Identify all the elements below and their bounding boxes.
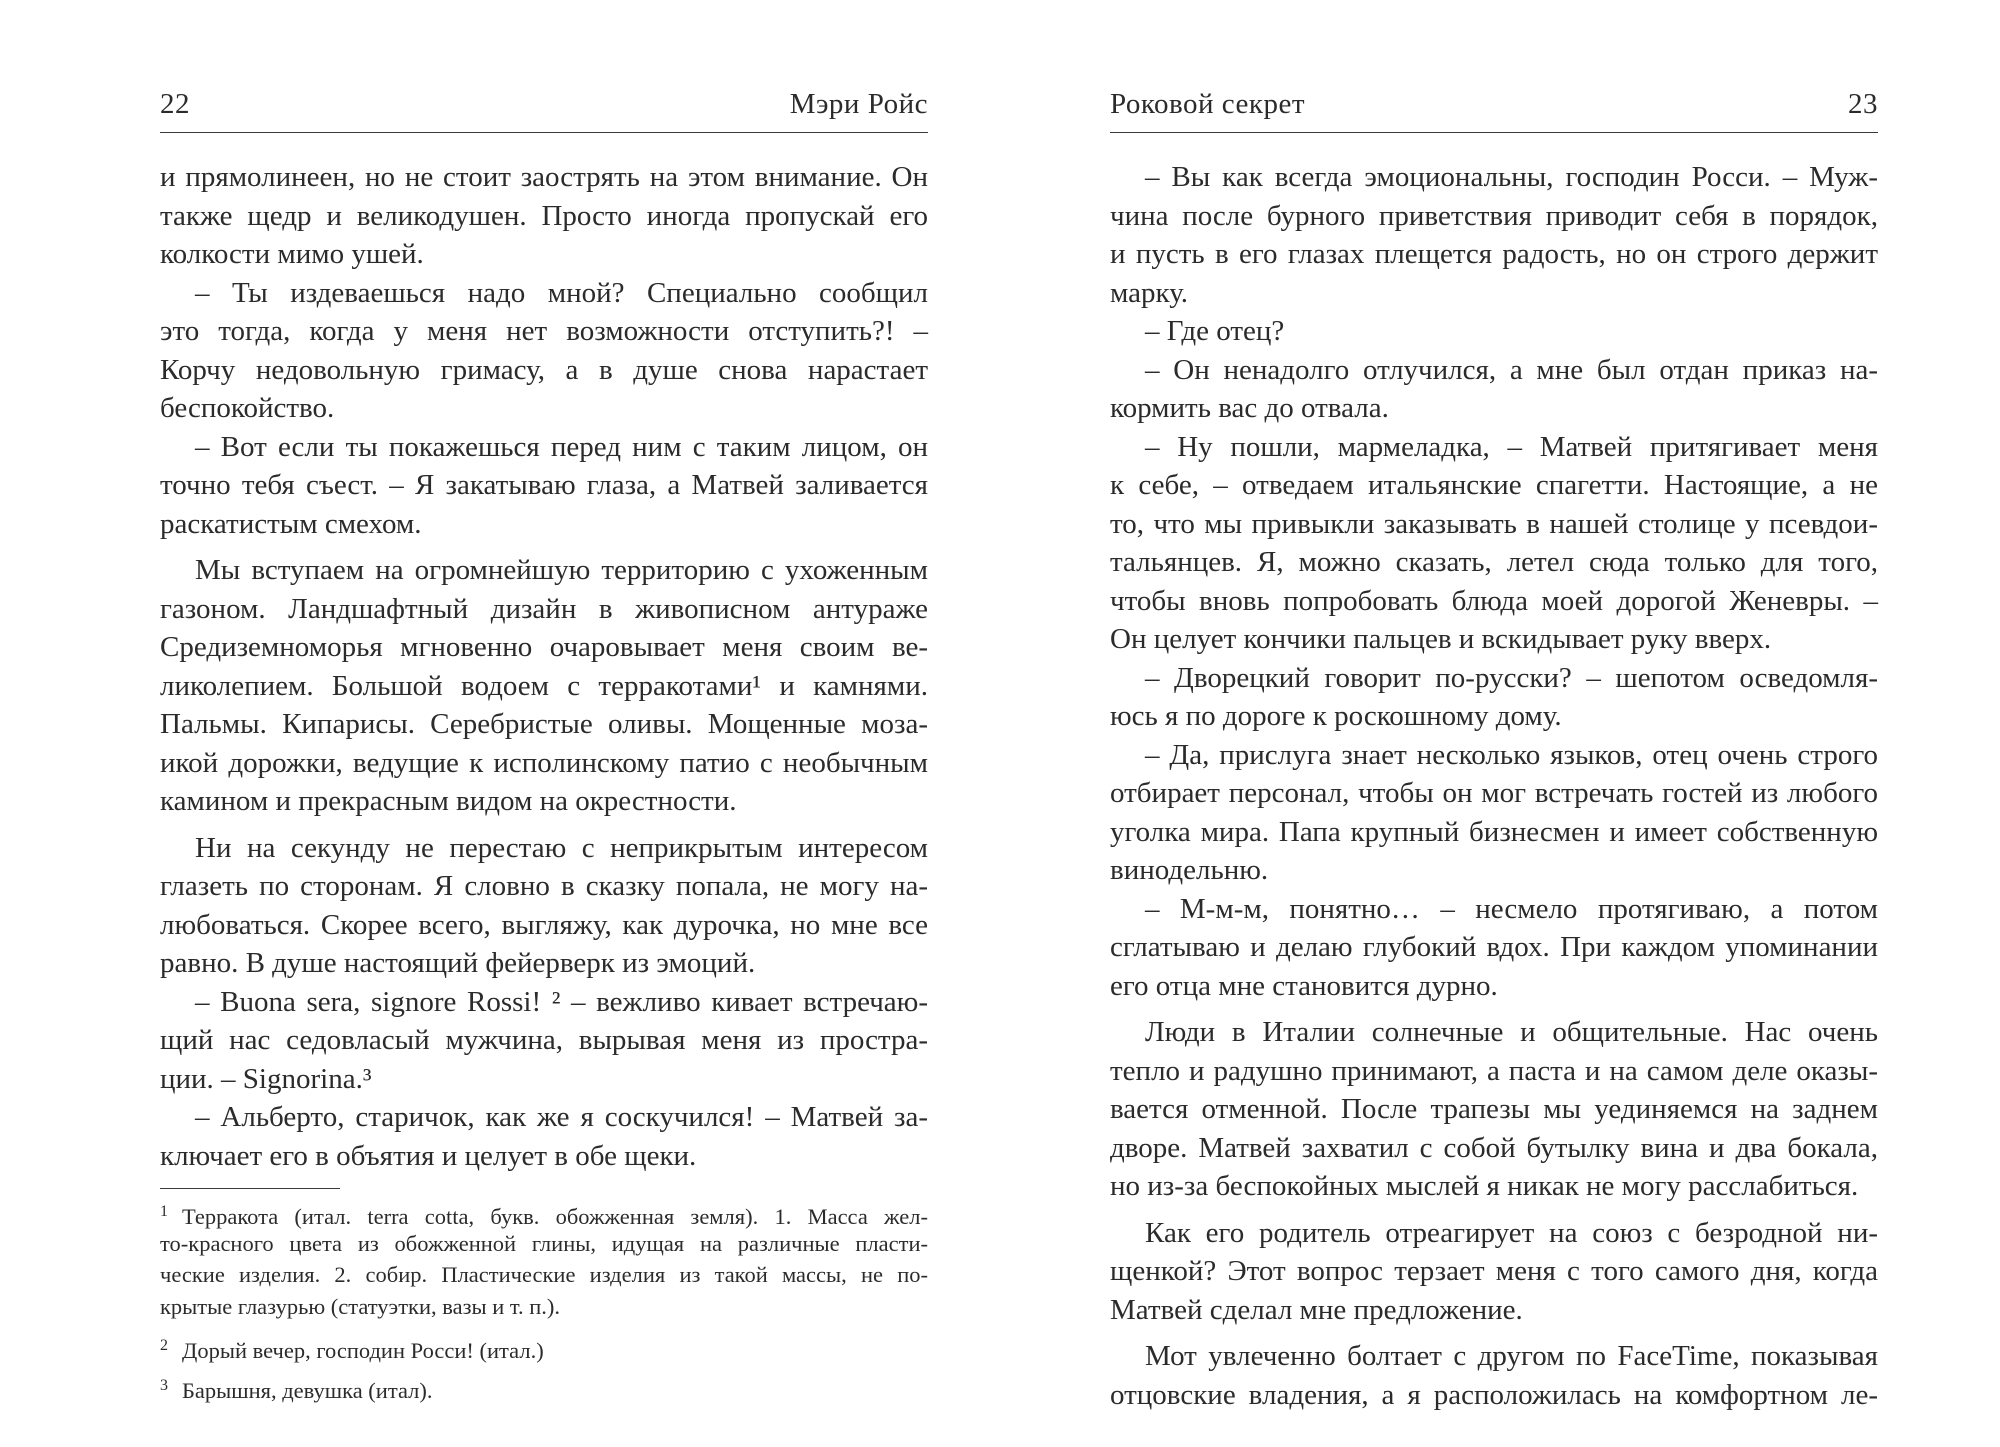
footnote-text: крытые глазурью (статуэтки, вазы и т. п.).: [160, 1293, 561, 1319]
footnote-line: [160, 1330, 928, 1362]
text-line: чтобы вновь попробовать блюда моей дорогой Женевры. –: [1110, 584, 1878, 617]
text-line: Он целует кончики пальцев и вскидывает руку вверх.: [1110, 623, 1772, 655]
text-line: щенкой? Этот вопрос терзает меня с того самого дня, когда: [1110, 1255, 1878, 1287]
right-page-header: [1110, 88, 1878, 124]
footnote-rule: [160, 1188, 340, 1189]
text-line: чина после бурного приветствия приводит себя в порядок,: [1110, 199, 1878, 232]
right-page: [1110, 0, 1878, 1447]
footnote-mark: 2: [160, 1337, 168, 1354]
text-line: марку.: [1110, 276, 1189, 309]
text-line: точно тебя съест. – Я закатываю глаза, а Матвей заливается: [160, 469, 928, 501]
text-line: к себе, – отведаем итальянские спагетти. Настоящие, а не: [1110, 469, 1878, 501]
text-line: также щедр и великодушен. Просто иногда пропускай его: [160, 199, 928, 232]
text-line: ключает его в объятия и целует в обе щеки.: [160, 1139, 697, 1172]
text-line: глазеть по сторонам. Я словно в сказку попала, не могу на-: [160, 870, 928, 902]
text-line: Ни на секунду не перестаю с неприкрытым интересом: [195, 831, 928, 864]
footnote-text: ческие изделия. 2. собир. Пластические изделия из такой массы, не по-: [160, 1262, 928, 1287]
text-line: и прямолинеен, но не стоит заострять на этом внимание. Он: [160, 161, 928, 193]
right-page-body: [1110, 158, 1878, 1414]
text-line: кормить вас до отвала.: [1110, 392, 1389, 424]
paragraph-gap: [160, 821, 928, 829]
text-line: отбирает персонал, чтобы он мог встречать гостей из любого: [1110, 777, 1878, 809]
text-line: отцовские владения, а я расположилась на комфортном ле-: [1110, 1378, 1878, 1411]
text-line: раскатистым смехом.: [160, 507, 422, 540]
paragraph-gap: [1110, 1206, 1878, 1214]
text-line: юсь я по дороге к роскошному дому.: [1110, 700, 1562, 732]
text-line: – М-м-м, понятно… – несмело протягиваю, а потом: [1145, 892, 1878, 925]
left-page-body: [160, 158, 928, 1175]
left-page: [160, 0, 928, 1447]
text-line: дворе. Матвей захватил с собой бутылку вина и два бокала,: [1110, 1131, 1878, 1164]
footnote-line: [160, 1291, 928, 1323]
footnote-line: [160, 1228, 928, 1260]
text-line: Матвей сделал мне предложение.: [1110, 1293, 1523, 1326]
text-line: – Вот если ты покажешься перед ним с таким лицом, он: [195, 430, 928, 463]
text-line: Мы вступаем на огромнейшую территорию с ухоженным: [195, 554, 928, 586]
text-line: Средиземноморья мгновенно очаровывает меня своим ве-: [160, 631, 928, 663]
text-line: беспокойство.: [160, 392, 335, 424]
page-number-right: 23: [1848, 88, 1878, 120]
footnote-text: Дорый вечер, господин Росси! (итал.): [182, 1338, 544, 1363]
text-line: – Вы как всегда эмоциональны, господин Росси. – Муж-: [1145, 161, 1878, 193]
text-line: и пусть в его глазах плещется радость, но он строго держит: [1110, 238, 1878, 270]
paragraph-gap: [1110, 1329, 1878, 1337]
text-line: – Дворецкий говорит по-русски? – шепотом осведомля-: [1145, 661, 1878, 694]
text-line: тальянцев. Я, можно сказать, летел сюда только для того,: [1110, 546, 1878, 578]
text-line: – Ты издеваешься надо мной? Специально сообщил: [195, 276, 928, 309]
text-line: это тогда, когда у меня нет возможности отступить?! –: [160, 315, 928, 347]
text-line: колкости мимо ушей.: [160, 238, 424, 270]
footnote-text: Терракота (итал. terra cotta, букв. обожженная земля). 1. Масса жел-: [182, 1204, 928, 1229]
text-line: щий нас седовласый мужчина, вырывая меня из простра-: [160, 1024, 928, 1056]
text-line: Мот увлеченно болтает с другом по FaceTime, показывая: [1145, 1340, 1878, 1372]
text-line: вается отменной. После трапезы мы уединяемся на заднем: [1110, 1093, 1878, 1125]
paragraph-gap: [160, 543, 928, 551]
text-line: винодельню.: [1110, 854, 1269, 886]
text-line: но из-за беспокойных мыслей я никак не могу расслабиться.: [1110, 1170, 1859, 1202]
page-number-left: 22: [160, 88, 190, 120]
paragraph-gap: [1110, 1005, 1878, 1013]
text-line: то, что мы привыкли заказывать в нашей столице у псевдои-: [1110, 507, 1878, 540]
footnote-text: то-красного цвета из обожженной глины, идущая на различные пласти-: [160, 1230, 928, 1256]
text-line: камином и прекрасным видом на окрестности.: [160, 785, 737, 817]
text-line: тепло и радушно принимают, а паста и на самом деле оказы-: [1110, 1054, 1878, 1087]
footnotes: [160, 1196, 928, 1401]
text-line: его отца мне становится дурно.: [1110, 969, 1498, 1002]
footnote-mark: 3: [160, 1376, 168, 1394]
footnote-gap: [160, 1322, 928, 1330]
footnote-line: [160, 1196, 928, 1228]
text-line: ликолепием. Большой водоем с терракотами¹ и камнями.: [160, 669, 928, 702]
header-rule-right: [1110, 132, 1878, 133]
footnote-text: Барышня, девушка (итал).: [182, 1377, 433, 1403]
text-line: Люди в Италии солнечные и общительные. Нас очень: [1145, 1016, 1878, 1048]
text-line: – Buona sera, signore Rossi! ² – вежливо кивает встречаю-: [195, 985, 928, 1018]
header-rule-left: [160, 132, 928, 133]
text-line: – Где отец?: [1145, 315, 1285, 347]
text-line: газоном. Ландшафтный дизайн в живописном антураже: [160, 592, 928, 625]
text-line: – Ну пошли, мармеладка, – Матвей притягивает меня: [1145, 430, 1878, 463]
text-line: любоваться. Скорее всего, выгляжу, как дурочка, но мне все: [160, 908, 928, 941]
text-line: сглатываю и делаю глубокий вдох. При каждом упоминании: [1110, 931, 1878, 963]
text-line: – Альберто, старичок, как же я соскучился! – Матвей за-: [195, 1101, 928, 1133]
running-head-author: Мэри Ройс: [789, 88, 928, 120]
left-page-header: [160, 88, 928, 124]
text-line: – Он ненадолго отлучился, а мне был отдан приказ на-: [1145, 353, 1878, 386]
footnote-line: [160, 1370, 928, 1402]
text-line: икой дорожки, ведущие к исполинскому патио с необычным: [160, 746, 928, 779]
text-line: Пальмы. Кипарисы. Серебристые оливы. Мощенные моза-: [160, 708, 928, 740]
text-line: равно. В душе настоящий фейерверк из эмоций.: [160, 947, 756, 979]
text-line: ции. – Signorina.³: [160, 1062, 372, 1095]
text-line: уголка мира. Папа крупный бизнесмен и имеет собственную: [1110, 815, 1878, 848]
text-line: Корчу недовольную гримасу, а в душе снова нарастает: [160, 353, 928, 386]
footnote-line: [160, 1259, 928, 1291]
running-head-title: Роковой секрет: [1110, 88, 1306, 120]
footnote-mark: 1: [160, 1203, 168, 1220]
text-line: – Да, прислуга знает несколько языков, отец очень строго: [1145, 738, 1878, 771]
text-line: Как его родитель отреагирует на союз с безродной ни-: [1145, 1216, 1878, 1249]
